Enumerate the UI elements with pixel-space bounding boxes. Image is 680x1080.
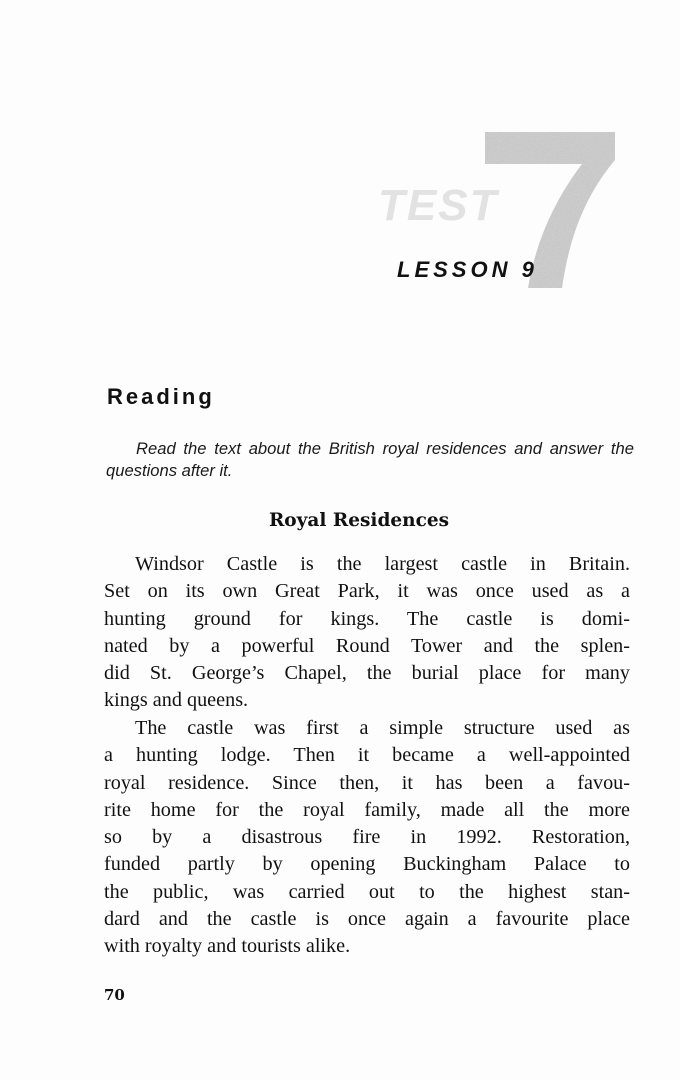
text-line: nated by a powerful Round Tower and the splen- [104,634,630,657]
article-title: Royal Residences [268,510,450,531]
text-line: dard and the castle is once again a favourite place [104,908,630,931]
text-line: royal residence. Since then, it has been a favou- [104,771,630,794]
text-line: with royalty and tourists alike. [104,935,351,958]
text-line: Set on its own Great Park, it was once used as a [104,580,630,603]
text-line: hunting ground for kings. The castle is domi- [104,607,630,630]
text-line: did St. George’s Chapel, the burial place for many [104,662,630,685]
text-line: funded partly by opening Buckingham Palace to [104,853,630,876]
task-instruction: Read the text about the British royal residences and answer the questions after it. [106,439,634,480]
page-number: 70 [104,986,125,1004]
text-line: kings and queens. [104,689,249,712]
text-line: rite home for the royal family, made all the more [104,798,630,821]
article-paragraph-1 [104,551,630,715]
test-label: TEST [378,181,499,230]
text-line: The castle was first a simple structure used as [135,717,630,739]
text-line: Windsor Castle is the largest castle in Britain. [135,553,630,575]
text-line: so by a disastrous fire in 1992. Restoration, [104,826,630,849]
text-line: a hunting lodge. Then it became a well-appointed [104,744,630,767]
section-heading: Reading [107,384,215,409]
text-line: the public, was carried out to the highest stan- [104,880,630,903]
article-paragraph-2 [104,715,630,961]
lesson-label: LESSON 9 [397,257,538,282]
